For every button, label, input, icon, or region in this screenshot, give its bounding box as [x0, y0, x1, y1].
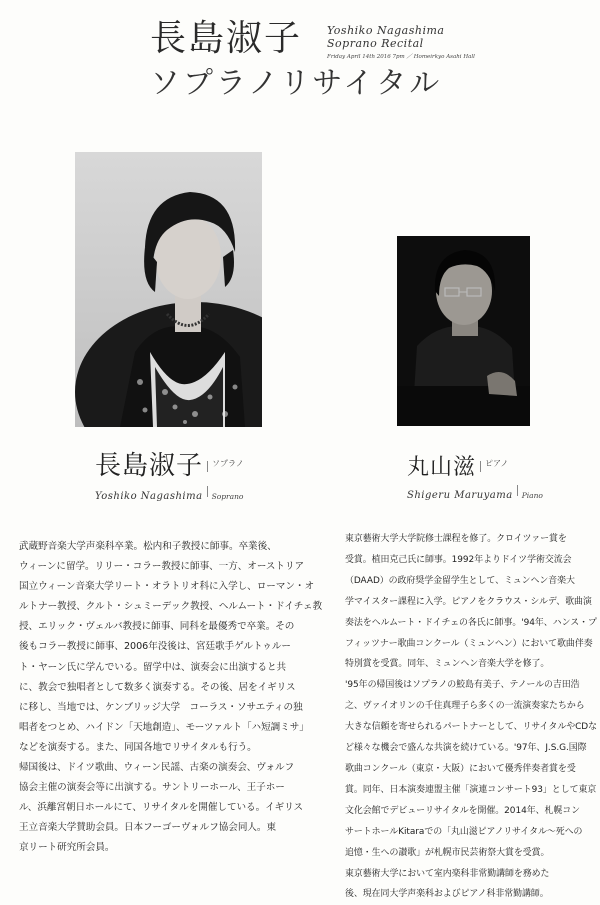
bio-line: ト・ヤーン氏に学んでいる。留学中は、演奏会に出演すると共 [19, 661, 287, 673]
bio-line: ウィーンに留学。リリー・コラー教授に師事、一方、オーストリア [19, 561, 305, 573]
title-event-details: Friday April 14th 2016 7pm ／ Homeirkyo Asahi Hall [327, 54, 475, 60]
bio-line: 特別賞を受賞。同年、ミュンヘン音楽大学を修了。 [345, 659, 550, 670]
separator [517, 485, 518, 496]
bio-line: 奏法をヘルムート・ドイチェの各氏に師事。'94年、ハンス・プ [345, 617, 597, 628]
separator [207, 486, 208, 497]
bio-line: 後もコラー教授に師事、2006年没後は、宮廷歌手ゲルトゥルー [19, 641, 291, 653]
bio-line: に移し、当地では、ケンブリッジ大学 コーラス・ソサエティの独 [19, 701, 303, 713]
pianist-role-en: Piano [521, 491, 543, 500]
title-english-name: Yoshiko Nagashima [327, 24, 445, 37]
bio-line: 京リート研究所会員。 [19, 842, 115, 854]
separator [207, 461, 208, 472]
soprano-role-en: Soprano [211, 492, 244, 501]
recital-title-block [150, 10, 590, 100]
pianist-role-jp: ピアノ [485, 459, 509, 468]
bio-line: 歌曲コンクール（東京・大阪）において優秀伴奏者賞を受 [345, 763, 576, 774]
bio-line: 東京藝術大学大学院修士課程を修了。クロイツァー賞を [345, 534, 567, 544]
recital-title-main: 長島淑子 [150, 18, 303, 59]
bio-line: 追憶・生への讃歌」が札幌市民芸術祭大賞を受賞。 [345, 847, 550, 858]
bio-line: 協会主催の演奏会等に出演する。サントリーホール、王子ホー [19, 782, 285, 794]
bio-line: 国立ウィーン音楽大学リート・オラトリオ科に入学し、ローマン・オ [19, 581, 314, 593]
bio-line: 之、ヴァイオリンの千住真理子ら多くの一流演奏家たちから [345, 701, 585, 712]
soprano-name-block [95, 445, 295, 503]
bio-line: 王立音楽大学賛助会員。日本フーゴーヴォルフ協会同人。東 [19, 822, 277, 834]
soprano-name-jp: 長島淑子 [95, 451, 204, 481]
soprano-portrait-illustration [75, 152, 262, 427]
bio-line: 東京藝術大学において室内楽科非常勤講師を務めた [345, 868, 550, 879]
bio-line: サートホールKitaraでの「丸山滋ピアノリサイタル～死への [345, 826, 583, 837]
pianist-name-jp: 丸山滋 [407, 455, 477, 480]
soprano-biography [19, 537, 324, 859]
bio-line: '95年の帰国後はソプラノの鮫島有美子、テノールの吉田浩 [345, 680, 580, 691]
separator [480, 461, 481, 472]
bio-line: 大きな信頼を寄せられるパートナーとして、リサイタルやCDな [345, 722, 598, 733]
pianist-portrait-illustration [397, 236, 530, 426]
bio-line: ど様々な機会で盛んな共演を続けている。'97年、J.S.G.国際 [345, 743, 587, 754]
bio-line: 授、エリック・ヴェルバ教授に師事、同科を最優秀で卒業。その [19, 621, 295, 633]
bio-line: （DAAD）の政府奨学金留学生として、ミュンヘン音楽大 [345, 575, 575, 586]
soprano-role-jp: ソプラノ [212, 459, 244, 468]
pianist-name-block [407, 450, 577, 502]
title-english-event: Soprano Recital [327, 37, 424, 50]
pianist-name-en: Shigeru Maruyama [407, 490, 513, 501]
bio-line: 賞。同年、日本演奏連盟主催「演連コンサート93」として東京 [345, 784, 597, 795]
bio-line: 帰国後は、ドイツ歌曲、ウィーン民謡、古楽の演奏会、ヴォルフ [19, 762, 295, 774]
bio-line: 文化会館でデビューリサイタルを開催。2014年、札幌コン [345, 805, 581, 816]
pianist-biography [345, 529, 600, 905]
bio-line: ル、浜離宮朝日ホールにて、リサイタルを開催している。イギリス [19, 802, 304, 814]
soprano-photo [75, 152, 262, 427]
soprano-name-en: Yoshiko Nagashima [95, 491, 203, 502]
bio-line: に、教会で独唱者として数多く演奏する。その後、居をイギリス [19, 681, 296, 693]
pianist-photo [397, 236, 530, 426]
recital-title-english [327, 24, 527, 60]
bio-line: ルトナー教授、クルト・シュミーデック教授、ヘルムート・ドイチェ教 [19, 601, 323, 613]
bio-line: 武蔵野音楽大学声楽科卒業。松内和子教授に師事。卒業後、 [19, 541, 277, 552]
bio-line: 後、現在同大学声楽科およびピアノ科非常勤講師。 [345, 889, 549, 900]
bio-line: 受賞。植田克己氏に師事。1992年よりドイツ学術交流会 [345, 554, 572, 565]
bio-line: 学マイスター課程に入学。ピアノをクラウス・シルデ、歌曲演 [345, 596, 592, 607]
bio-line: などを演奏する。また、同国各地でリサイタルも行う。 [19, 741, 257, 753]
recital-title-sub: ソプラノリサイタル [150, 66, 443, 101]
bio-line: 唱者をつとめ、ハイドン「天地創造」、モーツァルト「ハ短調ミサ」 [19, 721, 309, 733]
bio-line: フィッツナー歌曲コンクール（ミュンヘン）において歌曲伴奏 [345, 638, 593, 649]
